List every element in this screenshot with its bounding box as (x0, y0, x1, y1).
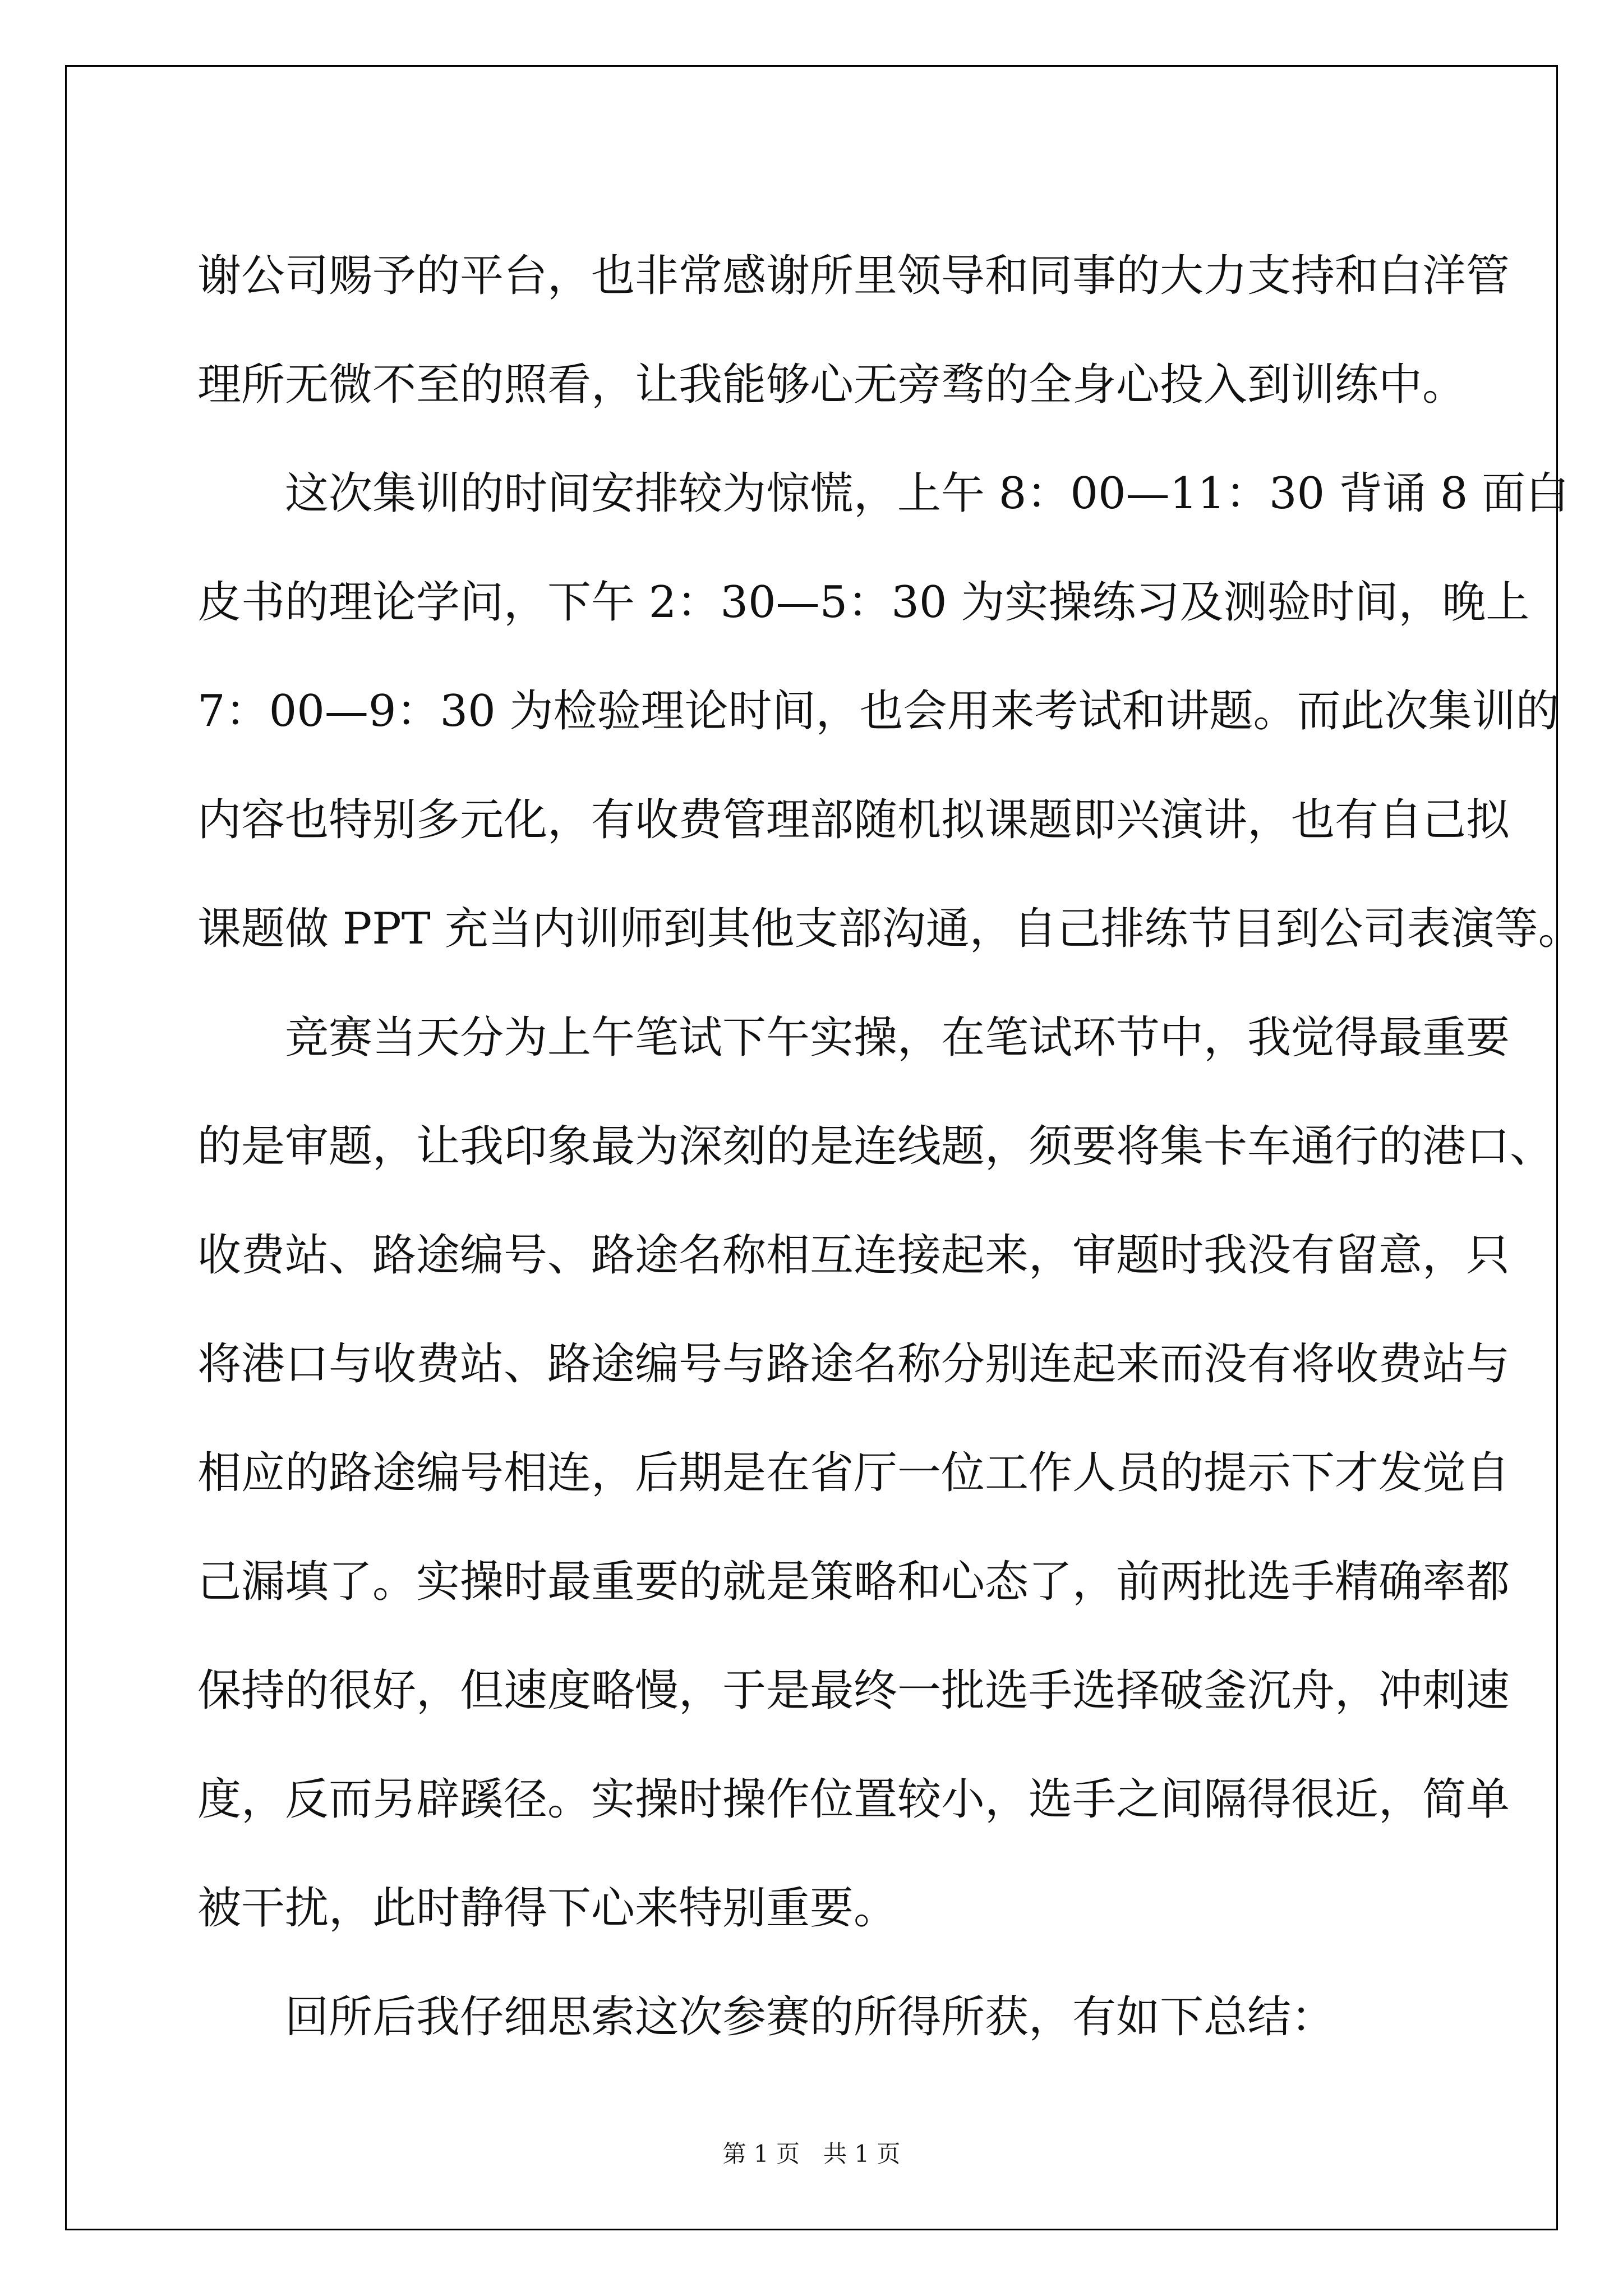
text-line: 度，反而另辟蹊径。实操时操作位置较小，选手之间隔得很近，简单 (197, 1774, 1510, 1825)
text-line: 理所无微不至的照看，让我能够心无旁骛的全身心投入到训练中。 (197, 360, 1467, 410)
text-line: 皮书的理论学问，下午 2：30—5：30 为实操练习及测验时间，晚上 (197, 577, 1530, 628)
text-line: 7：00—9：30 为检验理论时间，也会用来考试和讲题。而此次集训的 (197, 686, 1560, 737)
paragraph-1 (197, 222, 1510, 439)
text-line: 被干扰，此时静得下心来特别重要。 (197, 1883, 898, 1934)
text-line: 谢公司赐予的平台，也非常感谢所里领导和同事的大力支持和白洋管 (197, 251, 1510, 301)
text-line: 己漏填了。实操时最重要的就是策略和心态了，前两批选手精确率都 (197, 1557, 1510, 1607)
document-body (197, 222, 1582, 2072)
text-line: 竞赛当天分为上午笔试下午实操，在笔试环节中，我觉得最重要 (285, 1013, 1510, 1063)
text-line: 保持的很好，但速度略慢，于是最终一批选手选择破釜沉舟，冲刺速 (197, 1665, 1510, 1716)
text-line: 相应的路途编号相连，后期是在省厅一位工作人员的提示下才发觉自 (197, 1448, 1510, 1498)
text-line: 回所后我仔细思索这次参赛的所得所获，有如下总结： (285, 1992, 1335, 2042)
text-line: 将港口与收费站、路途编号与路途名称分别连起来而没有将收费站与 (197, 1339, 1510, 1389)
paragraph-2 (197, 439, 1582, 983)
page-number-footer: 第 1 页 共 1 页 (722, 2140, 901, 2168)
text-line: 收费站、路途编号、路途名称相互连接起来，审题时我没有留意，只 (197, 1230, 1510, 1281)
paragraph-3 (197, 983, 1554, 1963)
text-line: 的是审题，让我印象最为深刻的是连线题，须要将集卡车通行的港口、 (197, 1121, 1554, 1172)
text-line: 这次集训的时间安排较为惊慌，上午 8：00—11：30 背诵 8 面白 (285, 468, 1570, 519)
text-line: 内容也特别多元化，有收费管理部随机拟课题即兴演讲，也有自己拟 (197, 795, 1510, 845)
paragraph-4 (197, 1963, 1426, 2072)
text-line: 课题做 PPT 充当内训师到其他支部沟通，自己排练节目到公司表演等。 (197, 904, 1582, 954)
